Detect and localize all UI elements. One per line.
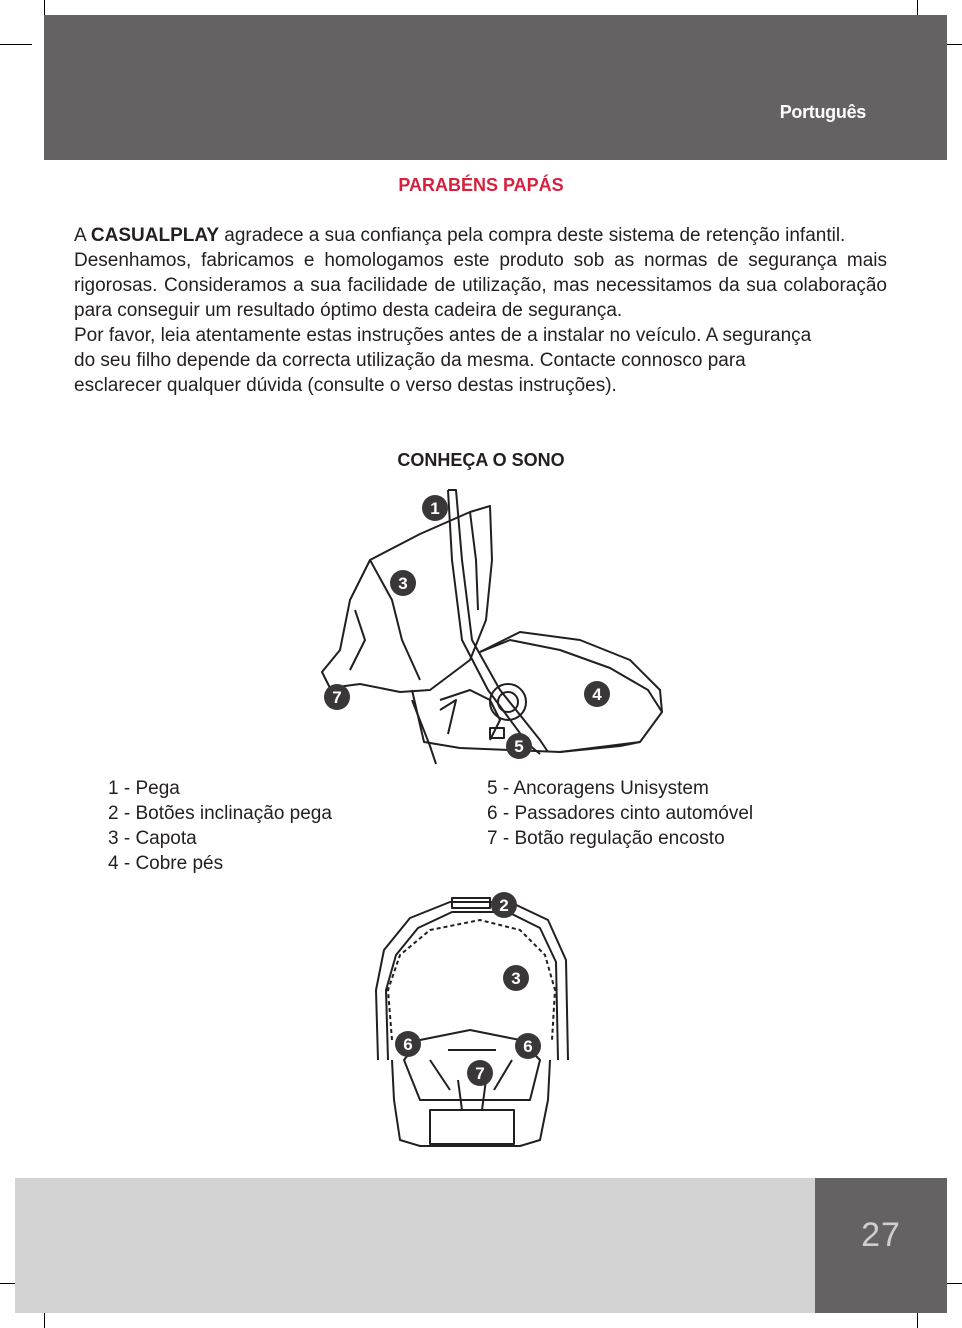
parts-list-item: 1 - Pega (108, 778, 180, 799)
svg-text:6: 6 (403, 1035, 413, 1054)
section-title: CONHEÇA O SONO (397, 450, 565, 470)
page-number-box (815, 1178, 947, 1313)
parts-list-item: 5 - Ancoragens Unisystem (487, 778, 709, 799)
callout-badge-5 (506, 733, 532, 759)
intro-prefix: A (74, 225, 91, 246)
parts-list-item: 7 - Botão regulação encosto (487, 828, 725, 849)
svg-text:7: 7 (475, 1064, 485, 1083)
svg-text:1: 1 (430, 499, 440, 518)
callout-badge-7 (467, 1060, 493, 1086)
callout-badge-6 (515, 1033, 541, 1059)
svg-text:3: 3 (511, 969, 521, 988)
parts-list-item: 4 - Cobre pés (108, 853, 224, 874)
intro-rest: agradece a sua confiança pela compra deste sistema de retenção infantil. (219, 225, 846, 246)
svg-text:2: 2 (499, 896, 509, 915)
parts-list-item: 3 - Capota (108, 828, 197, 849)
brand-name: CASUALPLAY (90, 225, 219, 246)
side-view-illustration (322, 490, 662, 764)
callout-badge-3 (390, 570, 416, 596)
svg-text:3: 3 (398, 574, 408, 593)
callout-badge-6 (395, 1031, 421, 1057)
parts-list-right (487, 776, 753, 851)
intro-paragraph-2: Desenhamos, fabricamos e homologamos este produto sob as normas de segurança mais rigorosas. Consideramos a sua facilidade de utilização, mas necessitamos da sua colaboração para conseguir um resultado óptimo desta cadeira de segurança. (74, 250, 887, 321)
page-number: 27 (861, 1216, 901, 1254)
callout-badge-1 (422, 495, 448, 521)
callout-badge-4 (584, 681, 610, 707)
intro-line: Por favor, leia atentamente estas instruções antes de a instalar no veículo. A segurança (74, 325, 812, 346)
callout-badge-7 (324, 684, 350, 710)
intro-line: esclarecer qualquer dúvida (consulte o verso destas instruções). (74, 375, 617, 396)
svg-text:6: 6 (523, 1037, 533, 1056)
callout-badge-3 (503, 965, 529, 991)
callout-badge-2 (491, 892, 517, 918)
parts-list-item: 2 - Botões inclinação pega (108, 803, 332, 824)
parts-list-item: 6 - Passadores cinto automóvel (487, 803, 754, 824)
svg-text:5: 5 (514, 737, 524, 756)
parts-list-left (108, 776, 332, 876)
footer-band (15, 1178, 815, 1313)
svg-text:4: 4 (592, 685, 602, 704)
front-view-illustration (376, 898, 568, 1146)
intro-line: do seu filho depende da correcta utilização da mesma. Contacte connosco para (74, 350, 746, 371)
svg-text:7: 7 (332, 688, 342, 707)
language-label: Português (779, 102, 866, 122)
page-title: PARABÉNS PAPÁS (398, 175, 564, 195)
